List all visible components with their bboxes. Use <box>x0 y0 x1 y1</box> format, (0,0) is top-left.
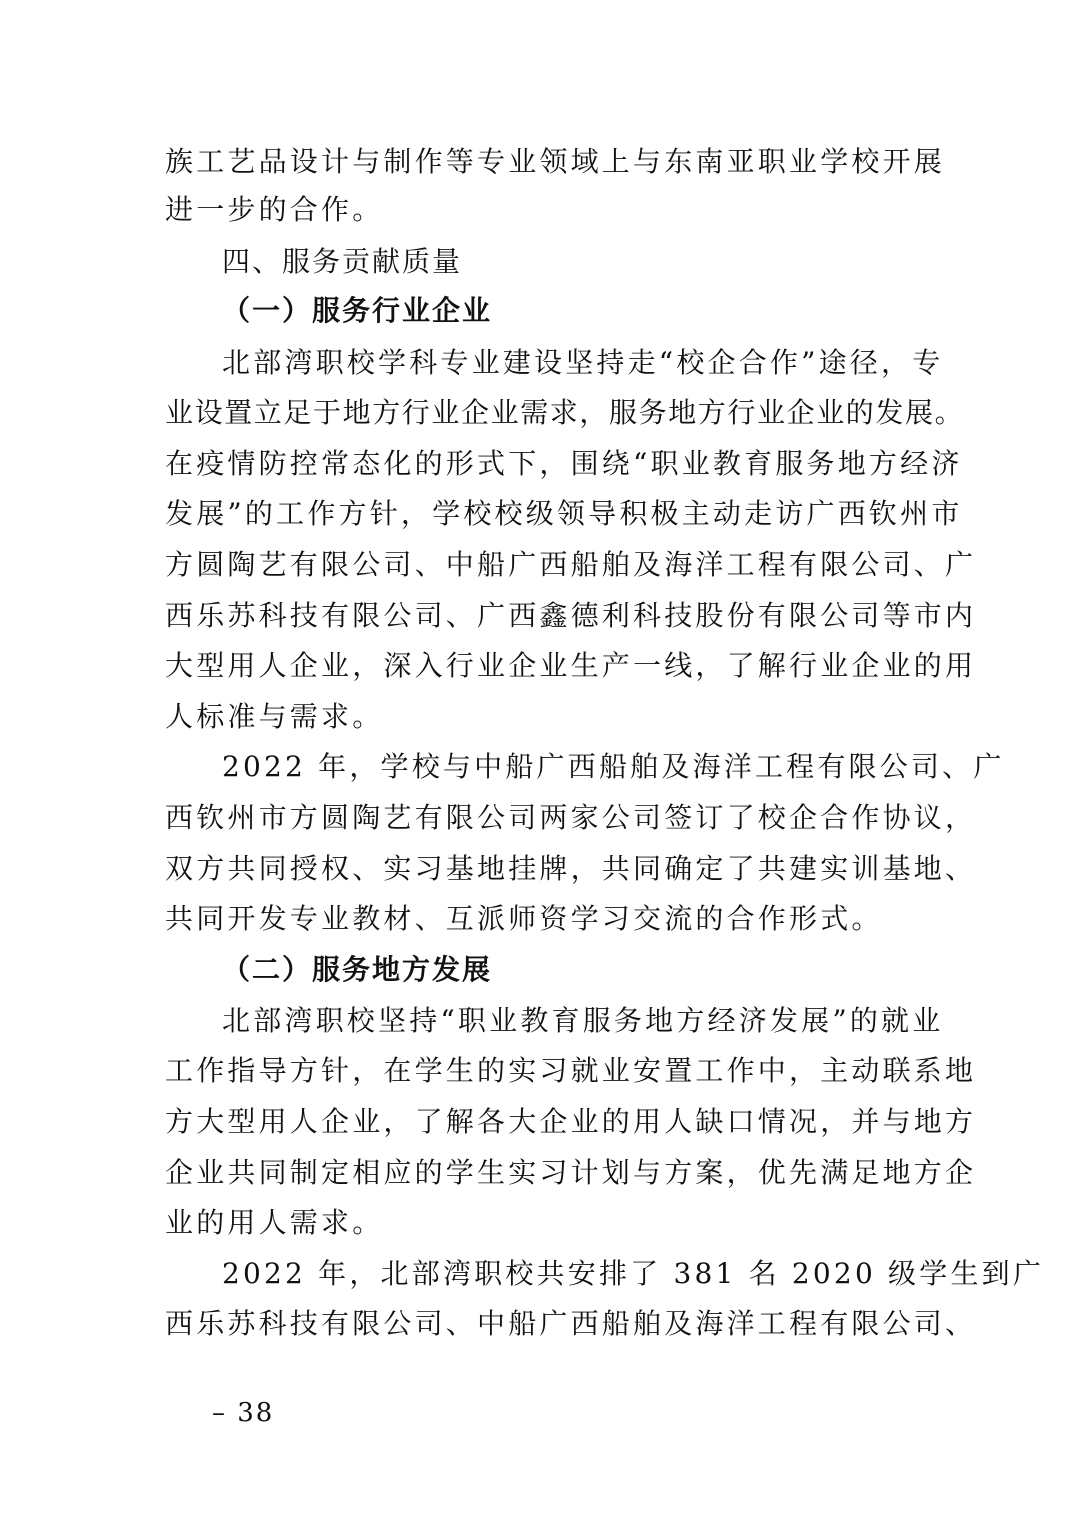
body-text-line: 方大型用人企业，了解各大企业的用人缺口情况，并与地方 <box>165 1105 977 1138</box>
body-text-line: 西乐苏科技有限公司、广西鑫德利科技股份有限公司等市内 <box>165 599 977 632</box>
body-text-line: 工作指导方针，在学生的实习就业安置工作中，主动联系地 <box>165 1054 977 1087</box>
body-text-line: 企业共同制定相应的学生实习计划与方案，优先满足地方企 <box>165 1156 977 1189</box>
body-text-line: 族工艺品设计与制作等专业领域上与东南亚职业学校开展 <box>165 145 946 178</box>
body-text-line: 业设置立足于地方行业企业需求，服务地方行业企业的发展。 <box>165 396 965 429</box>
body-text-line: 共同开发专业教材、互派师资学习交流的合作形式。 <box>165 902 883 935</box>
body-text-line: 在疫情防控常态化的形式下，围绕“职业教育服务地方经济 <box>165 447 963 480</box>
paragraph-first-line: 2022 年，北部湾职校共安排了 381 名 2020 级学生到广 <box>222 1257 1045 1290</box>
body-text-line: 西乐苏科技有限公司、中船广西船舶及海洋工程有限公司、 <box>165 1307 977 1340</box>
body-text-line: 业的用人需求。 <box>165 1206 384 1239</box>
body-text-line: 大型用人企业，深入行业企业生产一线，了解行业企业的用 <box>165 649 977 682</box>
body-text-line: 方圆陶艺有限公司、中船广西船舶及海洋工程有限公司、广 <box>165 548 977 581</box>
body-text-line: 人标准与需求。 <box>165 700 384 733</box>
body-text-line: 进一步的合作。 <box>165 193 384 226</box>
page-number: – 38 <box>212 1398 275 1428</box>
subsection-heading: （二）服务地方发展 <box>222 953 493 986</box>
body-text-line: 西钦州市方圆陶艺有限公司两家公司签订了校企合作协议， <box>165 801 977 834</box>
body-text-line: 发展”的工作方针，学校校级领导积极主动走访广西钦州市 <box>165 497 963 530</box>
paragraph-first-line: 北部湾职校坚持“职业教育服务地方经济发展”的就业 <box>222 1004 944 1037</box>
body-text-line: 双方共同授权、实习基地挂牌，共同确定了共建实训基地、 <box>165 852 977 885</box>
paragraph-first-line: 北部湾职校学科专业建设坚持走“校企合作”途径，专 <box>222 346 944 379</box>
subsection-heading: （一）服务行业企业 <box>222 294 493 327</box>
paragraph-first-line: 2022 年，学校与中船广西船舶及海洋工程有限公司、广 <box>222 750 1005 783</box>
section-heading: 四、服务贡献质量 <box>222 245 463 278</box>
